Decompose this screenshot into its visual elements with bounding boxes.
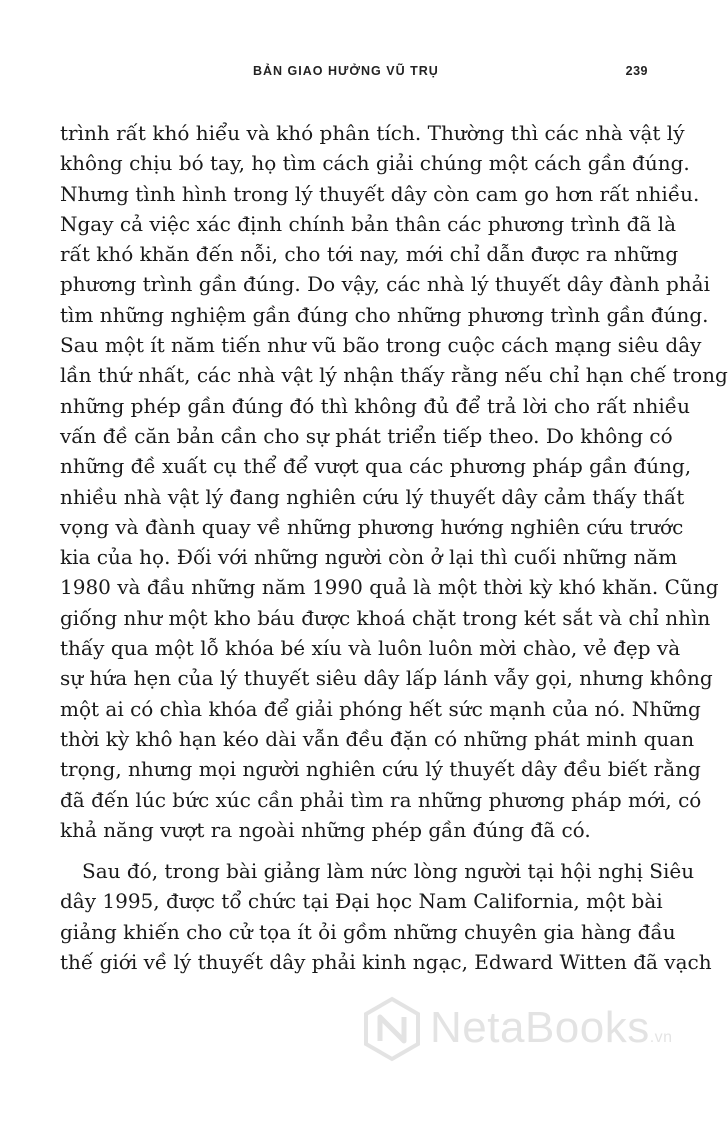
- text-line: không chịu bó tay, họ tìm cách giải chúng một cách gần đúng.: [60, 151, 690, 176]
- text-line: tìm những nghiệm gần đúng cho những phương trình gần đúng.: [60, 302, 709, 327]
- running-header: [253, 64, 648, 84]
- netabooks-logo-icon: [360, 997, 424, 1061]
- publisher-watermark: [360, 997, 678, 1061]
- text-line: giảng khiến cho cử tọa ít ỏi gồm những chuyên gia hàng đầu: [60, 919, 676, 944]
- text-line: Nhưng tình hình trong lý thuyết dây còn cam go hơn rất nhiều.: [60, 181, 700, 206]
- paragraph-1: [60, 118, 728, 845]
- text-line: những phép gần đúng đó thì không đủ để trả lời cho rất nhiều: [60, 393, 690, 418]
- text-line: giống như một kho báu được khoá chặt trong két sắt và chỉ nhìn: [60, 605, 711, 630]
- text-line: đã đến lúc bức xúc cần phải tìm ra những phương pháp mới, có: [60, 787, 702, 812]
- text-line: kia của họ. Đối với những người còn ở lại thì cuối những năm: [60, 545, 678, 570]
- text-line: dây 1995, được tổ chức tại Đại học Nam California, một bài: [60, 889, 663, 914]
- text-line: Sau một ít năm tiến như vũ bão trong cuộc cách mạng siêu dây: [60, 333, 702, 358]
- text-line: Sau đó, trong bài giảng làm nức lòng người tại hội nghị Siêu: [82, 859, 695, 884]
- text-line: sự hứa hẹn của lý thuyết siêu dây lấp lánh vẫy gọi, nhưng không: [60, 666, 713, 691]
- text-line: thế giới về lý thuyết dây phải kinh ngạc, Edward Witten đã vạch: [60, 950, 712, 975]
- page-number: 239: [625, 64, 648, 78]
- text-line: 1980 và đầu những năm 1990 quả là một thời kỳ khó khăn. Cũng: [60, 575, 719, 600]
- text-line: vọng và đành quay về những phương hướng nghiên cứu trước: [60, 514, 684, 539]
- text-line: khả năng vượt ra ngoài những phép gần đúng đã có.: [60, 817, 591, 842]
- watermark-brand: NetaBooks.vn: [430, 1003, 673, 1052]
- text-line: rất khó khăn đến nỗi, cho tới nay, mới chỉ dẫn được ra những: [60, 242, 679, 267]
- text-line: thời kỳ khô hạn kéo dài vẫn đều đặn có những phát minh quan: [60, 726, 695, 751]
- text-line: phương trình gần đúng. Do vậy, các nhà lý thuyết dây đành phải: [60, 272, 710, 297]
- text-line: Ngay cả việc xác định chính bản thân các phương trình đã là: [60, 211, 677, 236]
- text-line: trình rất khó hiểu và khó phân tích. Thường thì các nhà vật lý: [60, 121, 685, 145]
- book-title: BẢN GIAO HƯỞNG VŨ TRỤ: [253, 64, 439, 78]
- body-text: [60, 118, 728, 977]
- text-line: vấn đề căn bản cần cho sự phát triển tiếp theo. Do không có: [60, 423, 673, 448]
- text-line: những đề xuất cụ thể để vượt qua các phương pháp gần đúng,: [60, 454, 692, 479]
- text-line: thấy qua một lỗ khóa bé xíu và luôn luôn mời chào, vẻ đẹp và: [60, 636, 681, 661]
- text-line: nhiều nhà vật lý đang nghiên cứu lý thuyết dây cảm thấy thất: [60, 484, 685, 509]
- text-line: một ai có chìa khóa để giải phóng hết sức mạnh của nó. Những: [60, 696, 701, 721]
- text-line: trọng, nhưng mọi người nghiên cứu lý thuyết dây đều biết rằng: [60, 757, 701, 782]
- text-line: lần thứ nhất, các nhà vật lý nhận thấy rằng nếu chỉ hạn chế trong: [60, 363, 728, 388]
- paragraph-2: [60, 856, 712, 977]
